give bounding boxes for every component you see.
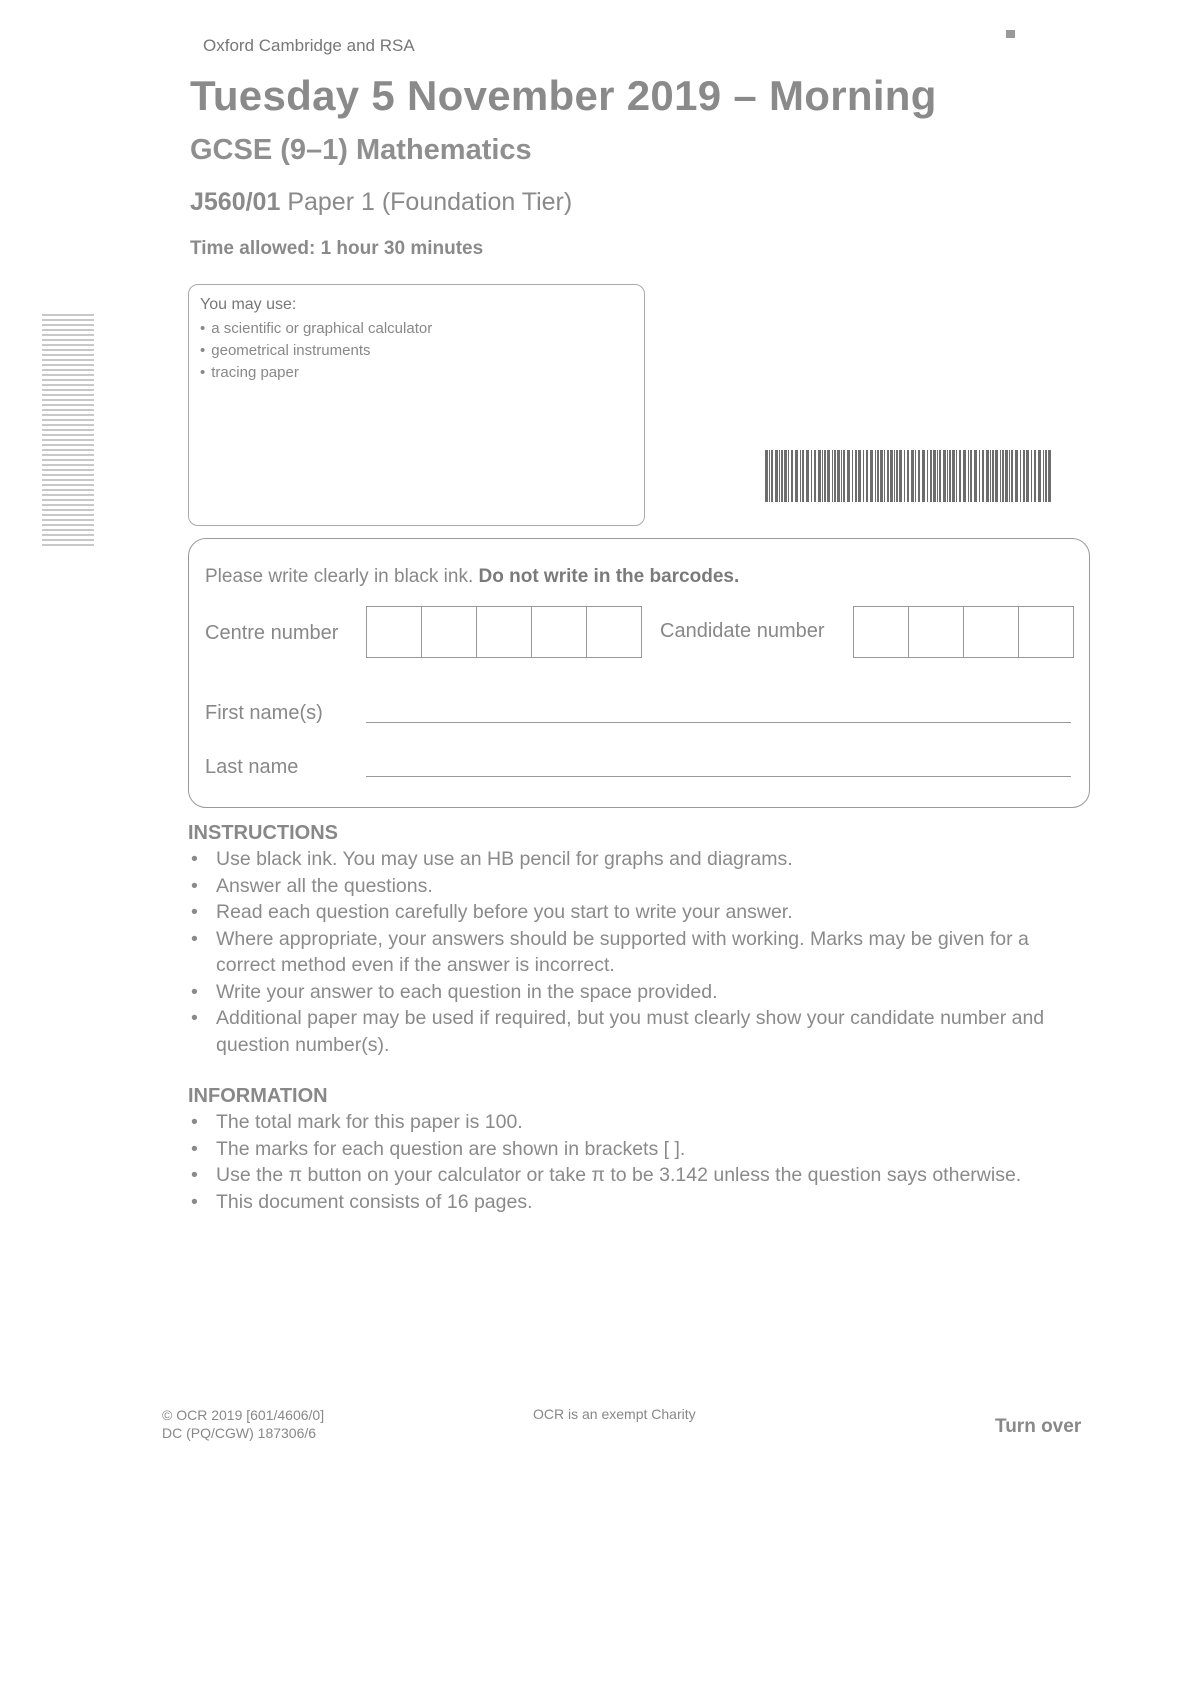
ocr-brand: Oxford Cambridge and RSA bbox=[203, 36, 415, 55]
instruction-item: • Write your answer to each question in the space provided. bbox=[188, 979, 1056, 1006]
footer-codes bbox=[162, 1406, 324, 1442]
first-name-field[interactable] bbox=[366, 722, 1071, 723]
information-item: • The marks for each question are shown in brackets [ ]. bbox=[188, 1136, 1056, 1163]
instructions-heading: INSTRUCTIONS bbox=[188, 822, 338, 844]
centre-number-cell[interactable] bbox=[587, 607, 641, 657]
candidate-number-cell[interactable] bbox=[854, 607, 909, 657]
footer-copyright: © OCR 2019 [601/4606/0] bbox=[162, 1407, 325, 1423]
candidate-number-label: Candidate number bbox=[660, 620, 825, 642]
information-item: • This document consists of 16 pages. bbox=[188, 1189, 1056, 1216]
instruction-item: • Use black ink. You may use an HB pencil for graphs and diagrams. bbox=[188, 846, 1056, 873]
exam-subject: GCSE (9–1) Mathematics bbox=[190, 134, 532, 166]
centre-number-field[interactable] bbox=[366, 606, 642, 658]
instructions-list bbox=[188, 846, 1056, 1058]
exam-date-session: Tuesday 5 November 2019 – Morning bbox=[190, 72, 937, 119]
ink-instruction bbox=[205, 566, 739, 588]
centre-number-label: Centre number bbox=[205, 622, 339, 644]
may-use-item: • a scientific or graphical calculator bbox=[200, 318, 432, 340]
corner-mark bbox=[1006, 30, 1015, 38]
information-item: • The total mark for this paper is 100. bbox=[188, 1109, 1056, 1136]
barcode-image bbox=[765, 450, 1055, 508]
centre-number-cell[interactable] bbox=[532, 607, 587, 657]
turn-over: Turn over bbox=[995, 1416, 1082, 1437]
centre-number-cell[interactable] bbox=[367, 607, 422, 657]
ink-instruction-plain: Please write clearly in black ink. bbox=[205, 566, 474, 587]
instruction-item: • Answer all the questions. bbox=[188, 873, 1056, 900]
last-name-label: Last name bbox=[205, 756, 299, 778]
information-heading: INFORMATION bbox=[188, 1085, 328, 1107]
first-name-label: First name(s) bbox=[205, 702, 323, 724]
centre-number-cell[interactable] bbox=[422, 607, 477, 657]
candidate-number-cell[interactable] bbox=[964, 607, 1019, 657]
footer-charity: OCR is an exempt Charity bbox=[533, 1406, 696, 1422]
candidate-number-cell[interactable] bbox=[1019, 607, 1073, 657]
may-use-title: You may use: bbox=[200, 296, 297, 313]
may-use-item: • geometrical instruments bbox=[200, 340, 432, 362]
paper-name: Paper 1 (Foundation Tier) bbox=[287, 188, 573, 216]
instruction-item: • Read each question carefully before you start to write your answer. bbox=[188, 899, 1056, 926]
centre-number-cell[interactable] bbox=[477, 607, 532, 657]
footer-code: DC (PQ/CGW) 187306/6 bbox=[162, 1425, 317, 1441]
candidate-number-field[interactable] bbox=[853, 606, 1074, 658]
information-item: • Use the π button on your calculator or take π to be 3.142 unless the question says otherwise. bbox=[188, 1162, 1056, 1189]
last-name-field[interactable] bbox=[366, 776, 1071, 777]
instruction-item: • Where appropriate, your answers should be supported with working. Marks may be given for a correct method even if the answer is incorrect. bbox=[188, 926, 1056, 979]
side-print-code bbox=[42, 314, 94, 546]
time-allowed: Time allowed: 1 hour 30 minutes bbox=[190, 238, 484, 259]
may-use-list bbox=[200, 318, 432, 384]
ink-instruction-bold: Do not write in the barcodes. bbox=[478, 566, 740, 587]
information-list bbox=[188, 1109, 1056, 1215]
paper-code: J560/01 bbox=[190, 188, 281, 216]
paper-title bbox=[190, 188, 572, 217]
candidate-number-cell[interactable] bbox=[909, 607, 964, 657]
instruction-item: • Additional paper may be used if required, but you must clearly show your candidate number and question number(s). bbox=[188, 1005, 1056, 1058]
may-use-item: • tracing paper bbox=[200, 362, 432, 384]
